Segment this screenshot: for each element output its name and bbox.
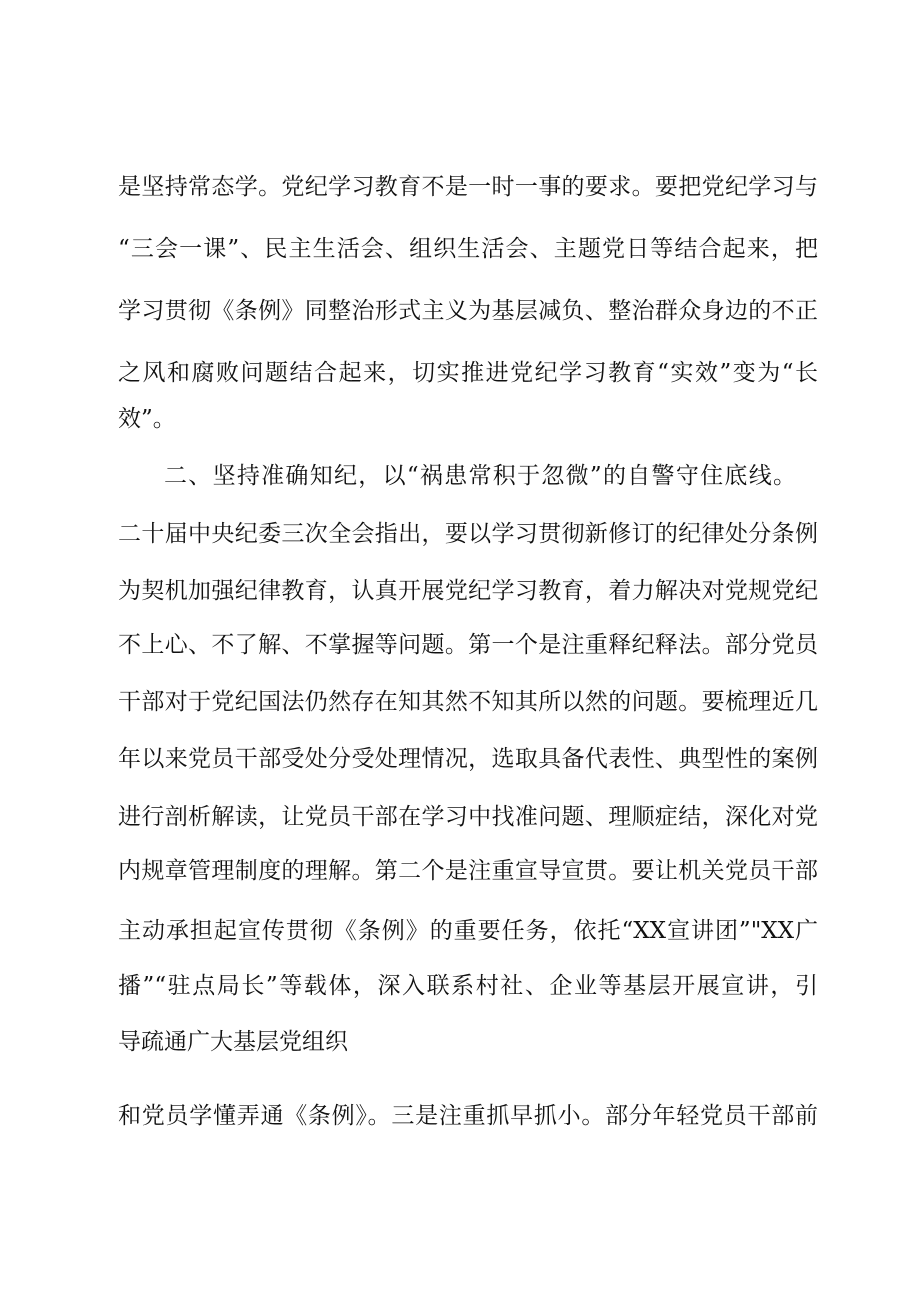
text-line: 播”“驻点局长”等载体，深入联系村社、企业等基层开展宣讲，引 [118, 973, 818, 999]
text-line: 主动承担起宣传贯彻《条例》的重要任务，依托“XX宣讲团”"XX广 [118, 918, 818, 944]
text-line: 内规章管理制度的理解。第二个是注重宣导宣贯。要让机关党员干部 [118, 858, 818, 884]
text-line: “三会一课”、民主生活会、组织生活会、主题党日等结合起来，把 [118, 236, 818, 262]
text-line: 是坚持常态学。党纪学习教育不是一时一事的要求。要把党纪学习与 [118, 174, 818, 200]
text-line: 干部对于党纪国法仍然存在知其然不知其所以然的问题。要梳理近几 [118, 689, 818, 715]
text-line: 导疏通广大基层党组织 [118, 1029, 348, 1055]
text-line: 之风和腐败问题结合起来，切实推进党纪学习教育“实效”变为“长 [118, 360, 818, 386]
text-line: 不上心、不了解、不掌握等问题。第一个是注重释纪释法。部分党员 [118, 632, 818, 658]
text-line: 学习贯彻《条例》同整治形式主义为基层减负、整治群众身边的不正 [118, 298, 818, 324]
text-line: 效”。 [118, 406, 176, 432]
text-line: 为契机加强纪律教育，认真开展党纪学习教育，着力解决对党规党纪 [118, 578, 818, 604]
text-line: 和党员学懂弄通《条例》。三是注重抓早抓小。部分年轻党员干部前 [118, 1103, 818, 1129]
text-line: 进行剖析解读，让党员干部在学习中找准问题、理顺症结，深化对党 [118, 804, 818, 830]
text-line: 年以来党员干部受处分受处理情况，选取具备代表性、典型性的案例 [118, 746, 818, 772]
section-heading: 二、坚持准确知纪，以“祸患常积于忽微”的自警守住底线。 [164, 463, 796, 489]
text-line: 二十届中央纪委三次全会指出，要以学习贯彻新修订的纪律处分条例 [118, 521, 818, 547]
